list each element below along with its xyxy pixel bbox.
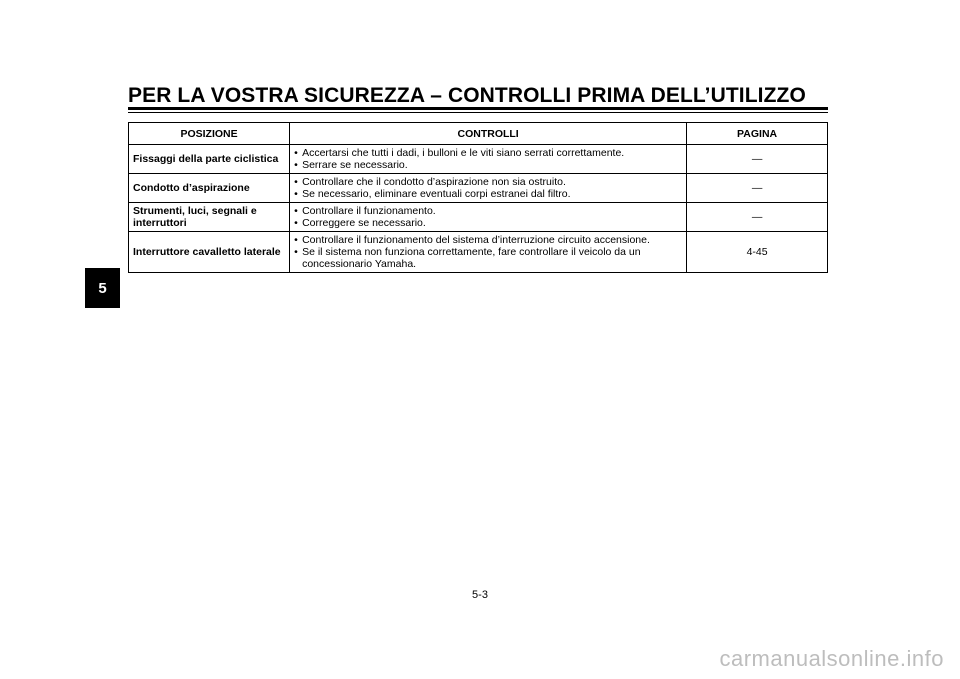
checks-table xyxy=(128,122,828,273)
title-underline xyxy=(128,107,828,110)
chapter-tab: 5 xyxy=(85,268,120,308)
row-checks xyxy=(290,145,687,174)
row-page: 4-45 xyxy=(687,232,828,273)
check-item: • Se il sistema non funziona correttamente, fare controllare il veicolo da un concessionario Yamaha. xyxy=(294,246,682,270)
row-page: — xyxy=(687,174,828,203)
check-item: • Controllare il funzionamento del sistema d’interruzione circuito accensione. xyxy=(294,234,682,246)
check-item: • Controllare che il condotto d’aspirazione non sia ostruito. xyxy=(294,176,682,188)
page-number: 5-3 xyxy=(472,589,488,601)
page-title: PER LA VOSTRA SICUREZZA – CONTROLLI PRIMA DELL’UTILIZZO xyxy=(128,84,806,107)
header-page: PAGINA xyxy=(687,123,828,145)
row-position: Fissaggi della parte ciclistica xyxy=(129,145,290,174)
row-page: — xyxy=(687,203,828,232)
row-checks xyxy=(290,174,687,203)
table-header-row xyxy=(129,123,828,145)
row-position: Condotto d’aspirazione xyxy=(129,174,290,203)
title-underline-thin xyxy=(128,112,828,113)
check-item: • Accertarsi che tutti i dadi, i bulloni e le viti siano serrati correttamente. xyxy=(294,147,682,159)
check-item: • Serrare se necessario. xyxy=(294,159,682,171)
check-item: • Correggere se necessario. xyxy=(294,217,682,229)
check-item: • Controllare il funzionamento. xyxy=(294,205,682,217)
table-row xyxy=(129,145,828,174)
header-position: POSIZIONE xyxy=(129,123,290,145)
row-position: Interruttore cavalletto laterale xyxy=(129,232,290,273)
table-row xyxy=(129,203,828,232)
row-checks xyxy=(290,232,687,273)
table-row xyxy=(129,232,828,273)
row-position: Strumenti, luci, segnali e interruttori xyxy=(129,203,290,232)
table-row xyxy=(129,174,828,203)
watermark: carmanualsonline.info xyxy=(719,646,944,671)
header-checks: CONTROLLI xyxy=(290,123,687,145)
check-item: • Se necessario, eliminare eventuali corpi estranei dal filtro. xyxy=(294,188,682,200)
row-checks xyxy=(290,203,687,232)
row-page: — xyxy=(687,145,828,174)
